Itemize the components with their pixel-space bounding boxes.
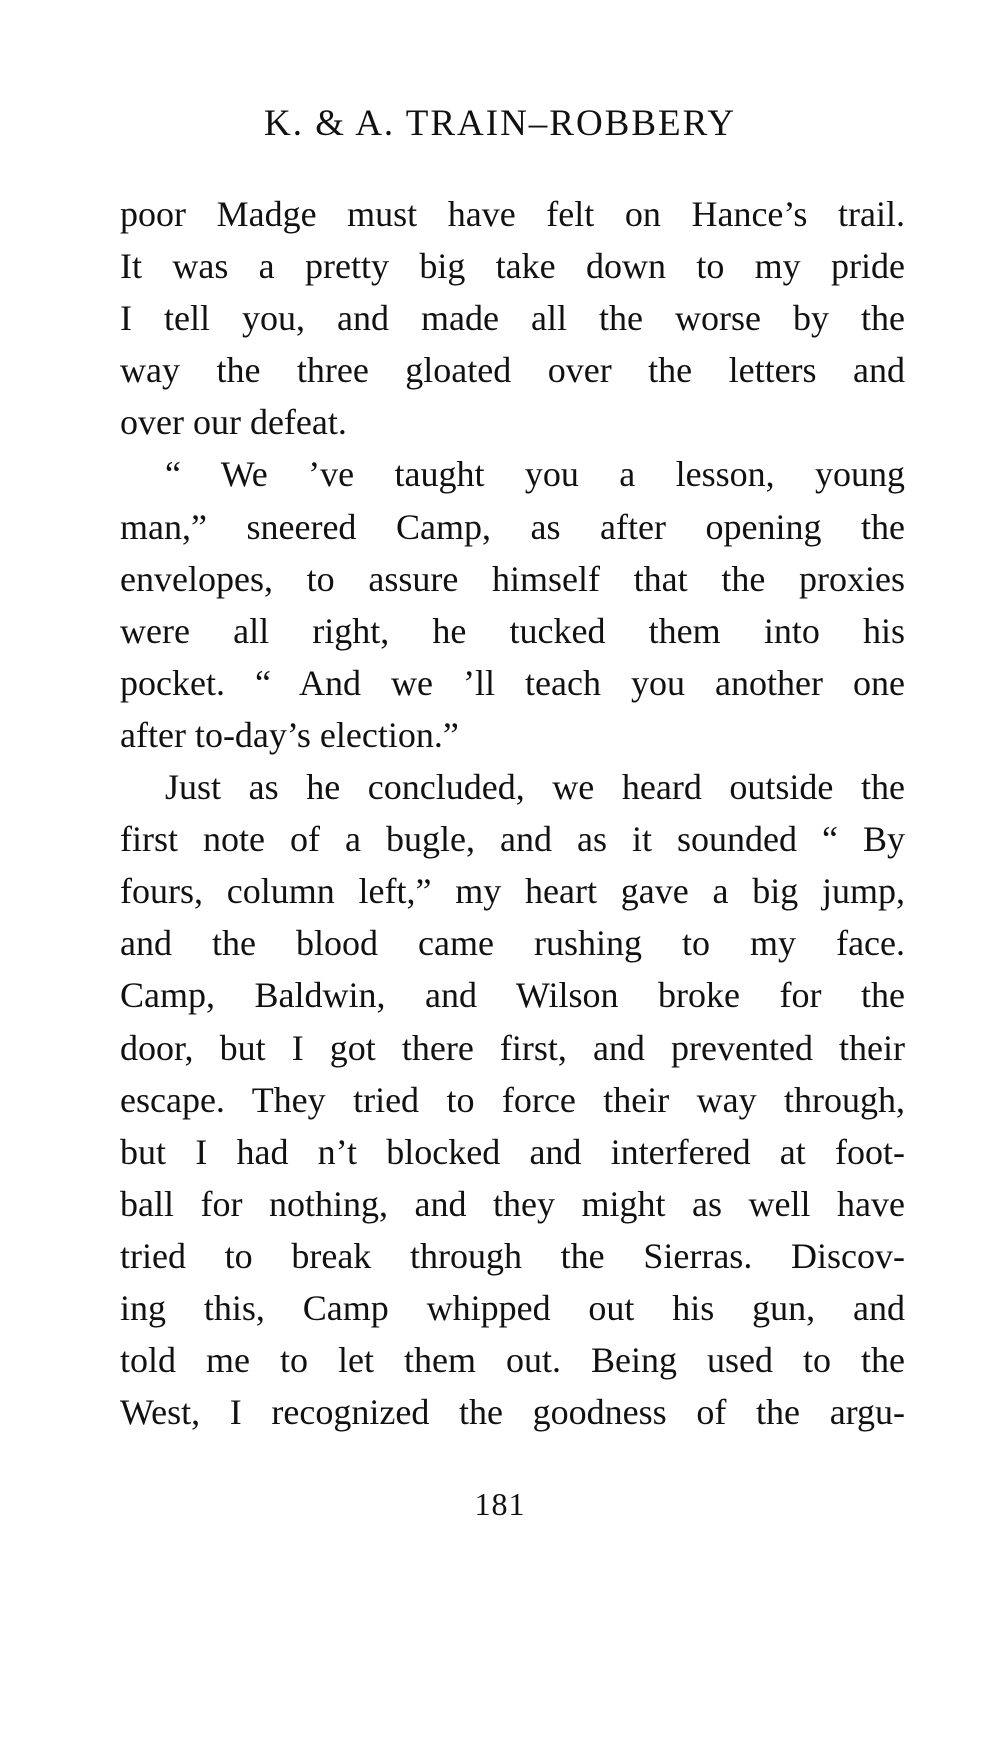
- running-head: K. & A. TRAIN–ROBBERY: [263, 103, 737, 144]
- text-line: escape. They tried to force their way through,: [120, 1079, 905, 1120]
- body-text: [120, 188, 905, 1438]
- text-line: Just as he concluded, we heard outside the: [165, 767, 905, 808]
- text-line: “ We ’ve taught you a lesson, young: [165, 454, 905, 495]
- text-line: fours, column left,” my heart gave a big jump,: [120, 871, 905, 912]
- text-line: envelopes, to assure himself that the proxies: [120, 558, 905, 599]
- text-line: man,” sneered Camp, as after opening the: [120, 506, 905, 547]
- text-line: way the three gloated over the letters and: [120, 350, 905, 391]
- text-line: West, I recognized the goodness of the argu-: [120, 1392, 905, 1433]
- text-line: were all right, he tucked them into his: [120, 610, 905, 651]
- text-line: It was a pretty big take down to my pride: [120, 246, 905, 287]
- text-line: told me to let them out. Being used to the: [120, 1340, 905, 1381]
- text-line: I tell you, and made all the worse by the: [120, 298, 905, 339]
- text-line: but I had n’t blocked and interfered at foot-: [120, 1131, 905, 1172]
- text-line: ing this, Camp whipped out his gun, and: [120, 1287, 905, 1328]
- text-line: first note of a bugle, and as it sounded “ By: [120, 819, 905, 860]
- page-number: 181: [474, 1486, 526, 1522]
- text-line: door, but I got there first, and prevented their: [120, 1027, 905, 1068]
- text-line: tried to break through the Sierras. Discov-: [120, 1235, 905, 1276]
- text-line: poor Madge must have felt on Hance’s trail.: [120, 194, 905, 234]
- text-line: pocket. “ And we ’ll teach you another one: [120, 662, 905, 703]
- text-line: after to-day’s election.”: [120, 714, 459, 755]
- text-line: ball for nothing, and they might as well have: [120, 1183, 905, 1224]
- text-line: Camp, Baldwin, and Wilson broke for the: [120, 975, 905, 1016]
- text-line: over our defeat.: [120, 402, 347, 443]
- text-line: and the blood came rushing to my face.: [120, 923, 905, 964]
